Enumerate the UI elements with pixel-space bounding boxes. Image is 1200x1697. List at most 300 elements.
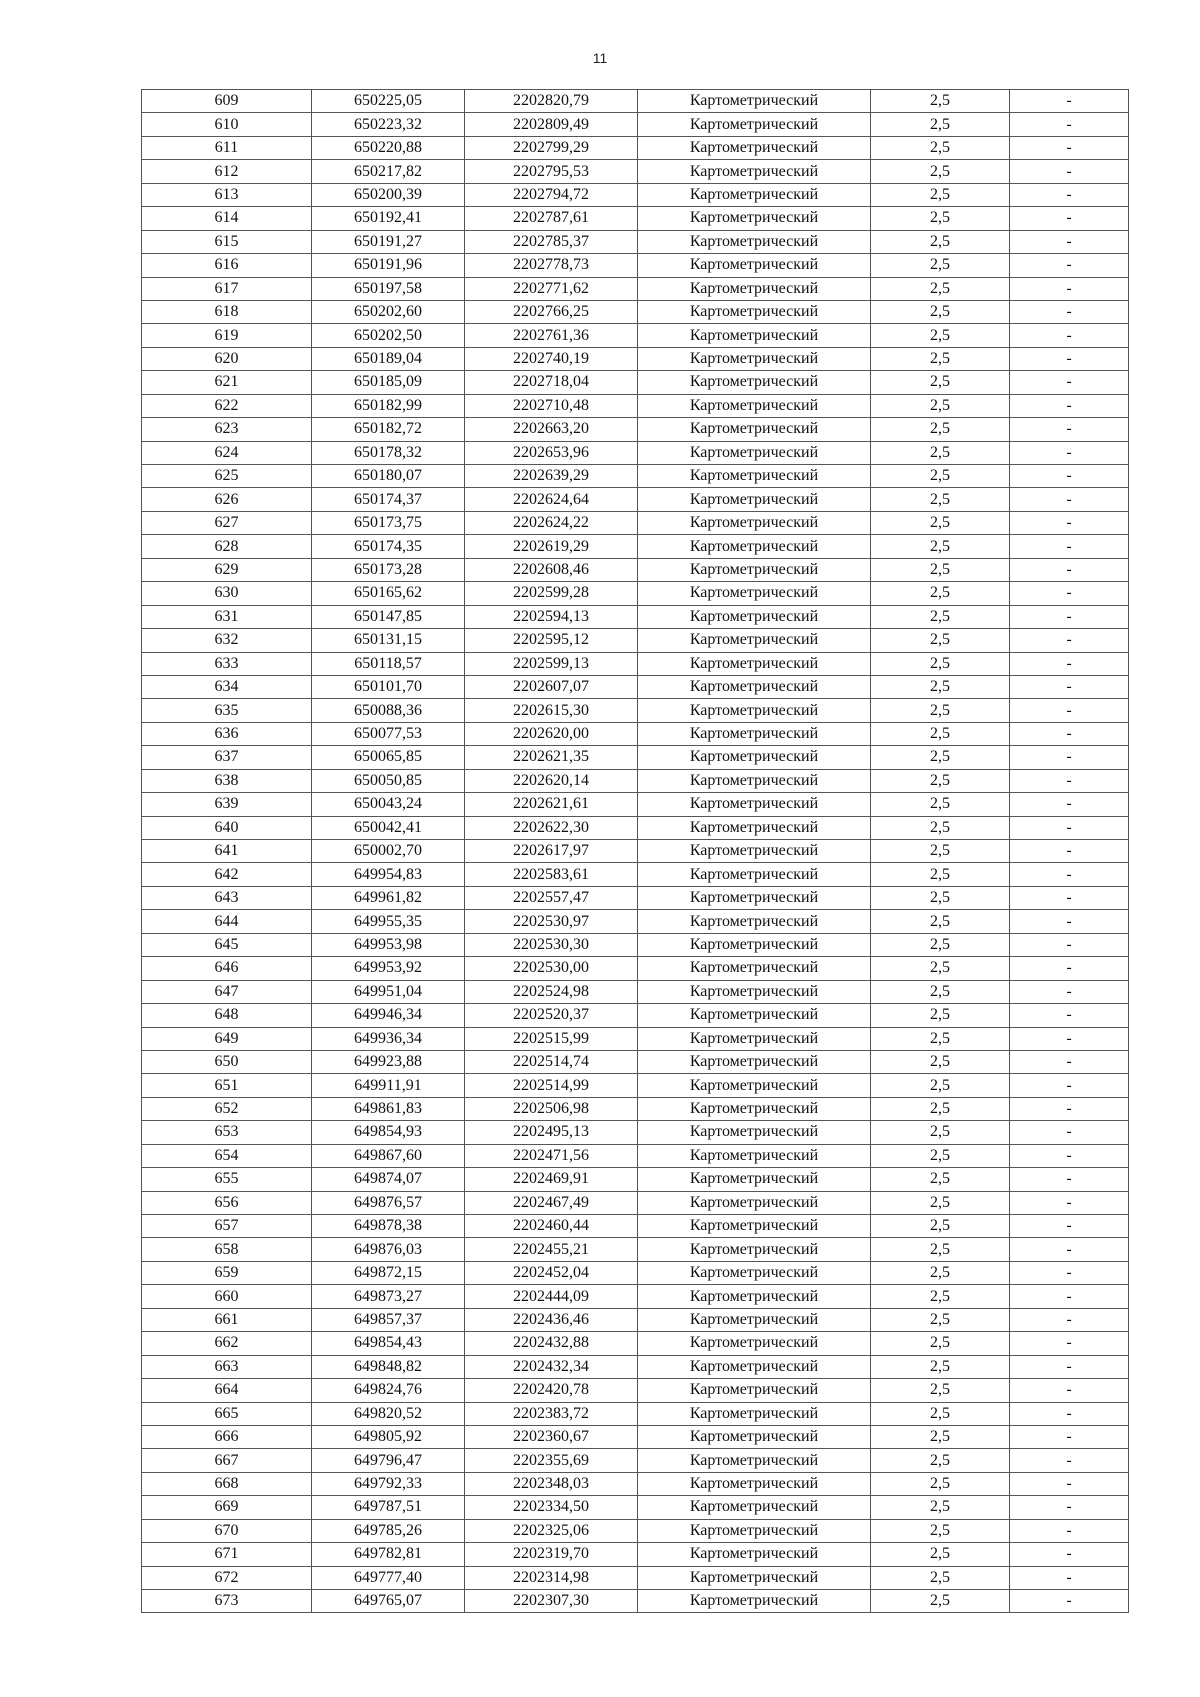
- accuracy-cell: 2,5: [871, 675, 1010, 698]
- x-coordinate-cell: 650200,39: [312, 183, 465, 206]
- x-coordinate-cell: 650002,70: [312, 840, 465, 863]
- table-row: [142, 1074, 1129, 1097]
- table-row: [142, 230, 1129, 253]
- x-coordinate-cell: 650180,07: [312, 465, 465, 488]
- x-coordinate-cell: 650077,53: [312, 722, 465, 745]
- point-number-cell: 664: [142, 1379, 312, 1402]
- note-cell: -: [1010, 300, 1129, 323]
- note-cell: -: [1010, 207, 1129, 230]
- table-row: [142, 840, 1129, 863]
- method-cell: Картометрический: [638, 1285, 871, 1308]
- table-row: [142, 1121, 1129, 1144]
- y-coordinate-cell: 2202325,06: [465, 1519, 638, 1542]
- table-row: [142, 1472, 1129, 1495]
- note-cell: -: [1010, 136, 1129, 159]
- accuracy-cell: 2,5: [871, 113, 1010, 136]
- table-row: [142, 1097, 1129, 1120]
- table-row: [142, 441, 1129, 464]
- point-number-cell: 620: [142, 347, 312, 370]
- note-cell: -: [1010, 629, 1129, 652]
- accuracy-cell: 2,5: [871, 722, 1010, 745]
- accuracy-cell: 2,5: [871, 1566, 1010, 1589]
- x-coordinate-cell: 650173,28: [312, 558, 465, 581]
- method-cell: Картометрический: [638, 1355, 871, 1378]
- table-row: [142, 722, 1129, 745]
- note-cell: -: [1010, 558, 1129, 581]
- x-coordinate-cell: 650217,82: [312, 160, 465, 183]
- point-number-cell: 624: [142, 441, 312, 464]
- table-row: [142, 1425, 1129, 1448]
- note-cell: -: [1010, 1027, 1129, 1050]
- point-number-cell: 654: [142, 1144, 312, 1167]
- method-cell: Картометрический: [638, 418, 871, 441]
- accuracy-cell: 2,5: [871, 1261, 1010, 1284]
- table-row: [142, 488, 1129, 511]
- accuracy-cell: 2,5: [871, 652, 1010, 675]
- x-coordinate-cell: 649954,83: [312, 863, 465, 886]
- y-coordinate-cell: 2202599,28: [465, 582, 638, 605]
- point-number-cell: 644: [142, 910, 312, 933]
- page-number: 11: [592, 50, 608, 66]
- note-cell: -: [1010, 605, 1129, 628]
- y-coordinate-cell: 2202594,13: [465, 605, 638, 628]
- method-cell: Картометрический: [638, 488, 871, 511]
- method-cell: Картометрический: [638, 980, 871, 1003]
- table-row: [142, 324, 1129, 347]
- y-coordinate-cell: 2202663,20: [465, 418, 638, 441]
- note-cell: -: [1010, 933, 1129, 956]
- accuracy-cell: 2,5: [871, 582, 1010, 605]
- y-coordinate-cell: 2202718,04: [465, 371, 638, 394]
- method-cell: Картометрический: [638, 1097, 871, 1120]
- y-coordinate-cell: 2202452,04: [465, 1261, 638, 1284]
- point-number-cell: 651: [142, 1074, 312, 1097]
- method-cell: Картометрический: [638, 863, 871, 886]
- note-cell: -: [1010, 699, 1129, 722]
- point-number-cell: 634: [142, 675, 312, 698]
- table-row: [142, 90, 1129, 113]
- method-cell: Картометрический: [638, 1472, 871, 1495]
- note-cell: -: [1010, 1379, 1129, 1402]
- point-number-cell: 622: [142, 394, 312, 417]
- accuracy-cell: 2,5: [871, 1402, 1010, 1425]
- method-cell: Картометрический: [638, 207, 871, 230]
- y-coordinate-cell: 2202583,61: [465, 863, 638, 886]
- table-row: [142, 160, 1129, 183]
- y-coordinate-cell: 2202436,46: [465, 1308, 638, 1331]
- method-cell: Картометрический: [638, 1121, 871, 1144]
- y-coordinate-cell: 2202334,50: [465, 1496, 638, 1519]
- note-cell: -: [1010, 183, 1129, 206]
- note-cell: -: [1010, 910, 1129, 933]
- accuracy-cell: 2,5: [871, 980, 1010, 1003]
- method-cell: Картометрический: [638, 605, 871, 628]
- x-coordinate-cell: 649955,35: [312, 910, 465, 933]
- x-coordinate-cell: 650202,60: [312, 300, 465, 323]
- point-number-cell: 660: [142, 1285, 312, 1308]
- accuracy-cell: 2,5: [871, 535, 1010, 558]
- method-cell: Картометрический: [638, 136, 871, 159]
- table-row: [142, 1238, 1129, 1261]
- table-row: [142, 863, 1129, 886]
- y-coordinate-cell: 2202621,35: [465, 746, 638, 769]
- accuracy-cell: 2,5: [871, 1004, 1010, 1027]
- table-row: [142, 699, 1129, 722]
- accuracy-cell: 2,5: [871, 160, 1010, 183]
- accuracy-cell: 2,5: [871, 1332, 1010, 1355]
- point-number-cell: 621: [142, 371, 312, 394]
- y-coordinate-cell: 2202615,30: [465, 699, 638, 722]
- y-coordinate-cell: 2202514,74: [465, 1050, 638, 1073]
- accuracy-cell: 2,5: [871, 1050, 1010, 1073]
- table-row: [142, 1449, 1129, 1472]
- accuracy-cell: 2,5: [871, 840, 1010, 863]
- y-coordinate-cell: 2202495,13: [465, 1121, 638, 1144]
- method-cell: Картометрический: [638, 183, 871, 206]
- table-row: [142, 1285, 1129, 1308]
- x-coordinate-cell: 650043,24: [312, 793, 465, 816]
- point-number-cell: 626: [142, 488, 312, 511]
- table-row: [142, 1004, 1129, 1027]
- note-cell: -: [1010, 488, 1129, 511]
- x-coordinate-cell: 650050,85: [312, 769, 465, 792]
- x-coordinate-cell: 650223,32: [312, 113, 465, 136]
- note-cell: -: [1010, 1308, 1129, 1331]
- accuracy-cell: 2,5: [871, 254, 1010, 277]
- y-coordinate-cell: 2202620,14: [465, 769, 638, 792]
- accuracy-cell: 2,5: [871, 957, 1010, 980]
- table-row: [142, 1566, 1129, 1589]
- table-row: [142, 1308, 1129, 1331]
- note-cell: -: [1010, 535, 1129, 558]
- table-row: [142, 558, 1129, 581]
- method-cell: Картометрический: [638, 277, 871, 300]
- accuracy-cell: 2,5: [871, 1191, 1010, 1214]
- table-row: [142, 675, 1129, 698]
- x-coordinate-cell: 649861,83: [312, 1097, 465, 1120]
- y-coordinate-cell: 2202506,98: [465, 1097, 638, 1120]
- accuracy-cell: 2,5: [871, 1238, 1010, 1261]
- method-cell: Картометрический: [638, 582, 871, 605]
- table-row: [142, 605, 1129, 628]
- point-number-cell: 632: [142, 629, 312, 652]
- accuracy-cell: 2,5: [871, 1308, 1010, 1331]
- point-number-cell: 668: [142, 1472, 312, 1495]
- x-coordinate-cell: 649961,82: [312, 886, 465, 909]
- y-coordinate-cell: 2202619,29: [465, 535, 638, 558]
- x-coordinate-cell: 649785,26: [312, 1519, 465, 1542]
- accuracy-cell: 2,5: [871, 816, 1010, 839]
- table-row: [142, 207, 1129, 230]
- accuracy-cell: 2,5: [871, 769, 1010, 792]
- method-cell: Картометрический: [638, 1425, 871, 1448]
- x-coordinate-cell: 650147,85: [312, 605, 465, 628]
- y-coordinate-cell: 2202460,44: [465, 1215, 638, 1238]
- table-row: [142, 347, 1129, 370]
- point-number-cell: 655: [142, 1168, 312, 1191]
- point-number-cell: 673: [142, 1590, 312, 1613]
- y-coordinate-cell: 2202467,49: [465, 1191, 638, 1214]
- x-coordinate-cell: 649874,07: [312, 1168, 465, 1191]
- x-coordinate-cell: 650131,15: [312, 629, 465, 652]
- point-number-cell: 648: [142, 1004, 312, 1027]
- x-coordinate-cell: 650174,37: [312, 488, 465, 511]
- table-row: [142, 183, 1129, 206]
- accuracy-cell: 2,5: [871, 1379, 1010, 1402]
- x-coordinate-cell: 649857,37: [312, 1308, 465, 1331]
- point-number-cell: 650: [142, 1050, 312, 1073]
- table-row: [142, 254, 1129, 277]
- point-number-cell: 653: [142, 1121, 312, 1144]
- x-coordinate-cell: 649820,52: [312, 1402, 465, 1425]
- method-cell: Картометрический: [638, 254, 871, 277]
- x-coordinate-cell: 649854,93: [312, 1121, 465, 1144]
- accuracy-cell: 2,5: [871, 1027, 1010, 1050]
- method-cell: Картометрический: [638, 1332, 871, 1355]
- method-cell: Картометрический: [638, 886, 871, 909]
- point-number-cell: 671: [142, 1543, 312, 1566]
- point-number-cell: 656: [142, 1191, 312, 1214]
- note-cell: -: [1010, 1121, 1129, 1144]
- note-cell: -: [1010, 1425, 1129, 1448]
- method-cell: Картометрический: [638, 1519, 871, 1542]
- method-cell: Картометрический: [638, 629, 871, 652]
- accuracy-cell: 2,5: [871, 1543, 1010, 1566]
- note-cell: -: [1010, 1472, 1129, 1495]
- note-cell: -: [1010, 1144, 1129, 1167]
- y-coordinate-cell: 2202530,00: [465, 957, 638, 980]
- x-coordinate-cell: 649876,03: [312, 1238, 465, 1261]
- note-cell: -: [1010, 113, 1129, 136]
- note-cell: -: [1010, 1449, 1129, 1472]
- x-coordinate-cell: 650220,88: [312, 136, 465, 159]
- accuracy-cell: 2,5: [871, 605, 1010, 628]
- method-cell: Картометрический: [638, 324, 871, 347]
- accuracy-cell: 2,5: [871, 933, 1010, 956]
- method-cell: Картометрический: [638, 1215, 871, 1238]
- table-row: [142, 1332, 1129, 1355]
- point-number-cell: 643: [142, 886, 312, 909]
- accuracy-cell: 2,5: [871, 1097, 1010, 1120]
- x-coordinate-cell: 650202,50: [312, 324, 465, 347]
- accuracy-cell: 2,5: [871, 324, 1010, 347]
- note-cell: -: [1010, 1519, 1129, 1542]
- x-coordinate-cell: 649777,40: [312, 1566, 465, 1589]
- accuracy-cell: 2,5: [871, 1168, 1010, 1191]
- point-number-cell: 669: [142, 1496, 312, 1519]
- note-cell: -: [1010, 1238, 1129, 1261]
- x-coordinate-cell: 649796,47: [312, 1449, 465, 1472]
- point-number-cell: 658: [142, 1238, 312, 1261]
- accuracy-cell: 2,5: [871, 1215, 1010, 1238]
- y-coordinate-cell: 2202455,21: [465, 1238, 638, 1261]
- table-row: [142, 957, 1129, 980]
- note-cell: -: [1010, 675, 1129, 698]
- accuracy-cell: 2,5: [871, 629, 1010, 652]
- y-coordinate-cell: 2202524,98: [465, 980, 638, 1003]
- point-number-cell: 617: [142, 277, 312, 300]
- point-number-cell: 623: [142, 418, 312, 441]
- y-coordinate-cell: 2202319,70: [465, 1543, 638, 1566]
- x-coordinate-cell: 650191,96: [312, 254, 465, 277]
- method-cell: Картометрический: [638, 465, 871, 488]
- accuracy-cell: 2,5: [871, 136, 1010, 159]
- note-cell: -: [1010, 1168, 1129, 1191]
- note-cell: -: [1010, 277, 1129, 300]
- x-coordinate-cell: 649953,92: [312, 957, 465, 980]
- y-coordinate-cell: 2202420,78: [465, 1379, 638, 1402]
- accuracy-cell: 2,5: [871, 558, 1010, 581]
- accuracy-cell: 2,5: [871, 746, 1010, 769]
- y-coordinate-cell: 2202355,69: [465, 1449, 638, 1472]
- table-row: [142, 1402, 1129, 1425]
- x-coordinate-cell: 650225,05: [312, 90, 465, 113]
- accuracy-cell: 2,5: [871, 90, 1010, 113]
- note-cell: -: [1010, 1496, 1129, 1519]
- method-cell: Картометрический: [638, 652, 871, 675]
- method-cell: Картометрический: [638, 769, 871, 792]
- x-coordinate-cell: 650065,85: [312, 746, 465, 769]
- point-number-cell: 646: [142, 957, 312, 980]
- note-cell: -: [1010, 160, 1129, 183]
- method-cell: Картометрический: [638, 1144, 871, 1167]
- method-cell: Картометрический: [638, 1543, 871, 1566]
- point-number-cell: 663: [142, 1355, 312, 1378]
- x-coordinate-cell: 649946,34: [312, 1004, 465, 1027]
- y-coordinate-cell: 2202557,47: [465, 886, 638, 909]
- note-cell: -: [1010, 722, 1129, 745]
- x-coordinate-cell: 649824,76: [312, 1379, 465, 1402]
- table-row: [142, 793, 1129, 816]
- point-number-cell: 610: [142, 113, 312, 136]
- y-coordinate-cell: 2202607,07: [465, 675, 638, 698]
- table-row: [142, 465, 1129, 488]
- note-cell: -: [1010, 840, 1129, 863]
- x-coordinate-cell: 649782,81: [312, 1543, 465, 1566]
- table-row: [142, 1168, 1129, 1191]
- note-cell: -: [1010, 441, 1129, 464]
- y-coordinate-cell: 2202771,62: [465, 277, 638, 300]
- point-number-cell: 612: [142, 160, 312, 183]
- accuracy-cell: 2,5: [871, 183, 1010, 206]
- point-number-cell: 672: [142, 1566, 312, 1589]
- y-coordinate-cell: 2202624,22: [465, 511, 638, 534]
- note-cell: -: [1010, 90, 1129, 113]
- coordinates-table: [141, 89, 1129, 1613]
- point-number-cell: 652: [142, 1097, 312, 1120]
- y-coordinate-cell: 2202621,61: [465, 793, 638, 816]
- accuracy-cell: 2,5: [871, 488, 1010, 511]
- y-coordinate-cell: 2202799,29: [465, 136, 638, 159]
- x-coordinate-cell: 649848,82: [312, 1355, 465, 1378]
- y-coordinate-cell: 2202530,30: [465, 933, 638, 956]
- x-coordinate-cell: 650191,27: [312, 230, 465, 253]
- accuracy-cell: 2,5: [871, 207, 1010, 230]
- point-number-cell: 649: [142, 1027, 312, 1050]
- x-coordinate-cell: 650173,75: [312, 511, 465, 534]
- accuracy-cell: 2,5: [871, 886, 1010, 909]
- y-coordinate-cell: 2202383,72: [465, 1402, 638, 1425]
- method-cell: Картометрический: [638, 1191, 871, 1214]
- y-coordinate-cell: 2202432,34: [465, 1355, 638, 1378]
- table-row: [142, 1027, 1129, 1050]
- accuracy-cell: 2,5: [871, 1472, 1010, 1495]
- method-cell: Картометрический: [638, 160, 871, 183]
- method-cell: Картометрический: [638, 230, 871, 253]
- method-cell: Картометрический: [638, 113, 871, 136]
- table-row: [142, 1144, 1129, 1167]
- note-cell: -: [1010, 1285, 1129, 1308]
- accuracy-cell: 2,5: [871, 1285, 1010, 1308]
- table-row: [142, 582, 1129, 605]
- method-cell: Картометрический: [638, 1566, 871, 1589]
- table-row: [142, 980, 1129, 1003]
- accuracy-cell: 2,5: [871, 371, 1010, 394]
- x-coordinate-cell: 650197,58: [312, 277, 465, 300]
- x-coordinate-cell: 650182,72: [312, 418, 465, 441]
- y-coordinate-cell: 2202469,91: [465, 1168, 638, 1191]
- note-cell: -: [1010, 418, 1129, 441]
- y-coordinate-cell: 2202809,49: [465, 113, 638, 136]
- accuracy-cell: 2,5: [871, 465, 1010, 488]
- y-coordinate-cell: 2202787,61: [465, 207, 638, 230]
- point-number-cell: 657: [142, 1215, 312, 1238]
- point-number-cell: 611: [142, 136, 312, 159]
- point-number-cell: 613: [142, 183, 312, 206]
- note-cell: -: [1010, 347, 1129, 370]
- x-coordinate-cell: 650174,35: [312, 535, 465, 558]
- note-cell: -: [1010, 1543, 1129, 1566]
- point-number-cell: 616: [142, 254, 312, 277]
- accuracy-cell: 2,5: [871, 1074, 1010, 1097]
- point-number-cell: 645: [142, 933, 312, 956]
- method-cell: Картометрический: [638, 1004, 871, 1027]
- y-coordinate-cell: 2202520,37: [465, 1004, 638, 1027]
- x-coordinate-cell: 649876,57: [312, 1191, 465, 1214]
- table-row: [142, 300, 1129, 323]
- y-coordinate-cell: 2202595,12: [465, 629, 638, 652]
- table-row: [142, 113, 1129, 136]
- note-cell: -: [1010, 324, 1129, 347]
- y-coordinate-cell: 2202794,72: [465, 183, 638, 206]
- note-cell: -: [1010, 652, 1129, 675]
- table-row: [142, 1261, 1129, 1284]
- note-cell: -: [1010, 1097, 1129, 1120]
- y-coordinate-cell: 2202624,64: [465, 488, 638, 511]
- table-row: [142, 418, 1129, 441]
- y-coordinate-cell: 2202622,30: [465, 816, 638, 839]
- note-cell: -: [1010, 1004, 1129, 1027]
- method-cell: Картометрический: [638, 558, 871, 581]
- method-cell: Картометрический: [638, 1238, 871, 1261]
- note-cell: -: [1010, 230, 1129, 253]
- accuracy-cell: 2,5: [871, 863, 1010, 886]
- table-row: [142, 535, 1129, 558]
- y-coordinate-cell: 2202617,97: [465, 840, 638, 863]
- table-row: [142, 1191, 1129, 1214]
- x-coordinate-cell: 649765,07: [312, 1590, 465, 1613]
- coordinates-table-body: [142, 90, 1129, 1613]
- y-coordinate-cell: 2202471,56: [465, 1144, 638, 1167]
- note-cell: -: [1010, 793, 1129, 816]
- y-coordinate-cell: 2202307,30: [465, 1590, 638, 1613]
- point-number-cell: 665: [142, 1402, 312, 1425]
- y-coordinate-cell: 2202608,46: [465, 558, 638, 581]
- y-coordinate-cell: 2202820,79: [465, 90, 638, 113]
- accuracy-cell: 2,5: [871, 1355, 1010, 1378]
- point-number-cell: 609: [142, 90, 312, 113]
- method-cell: Картометрический: [638, 441, 871, 464]
